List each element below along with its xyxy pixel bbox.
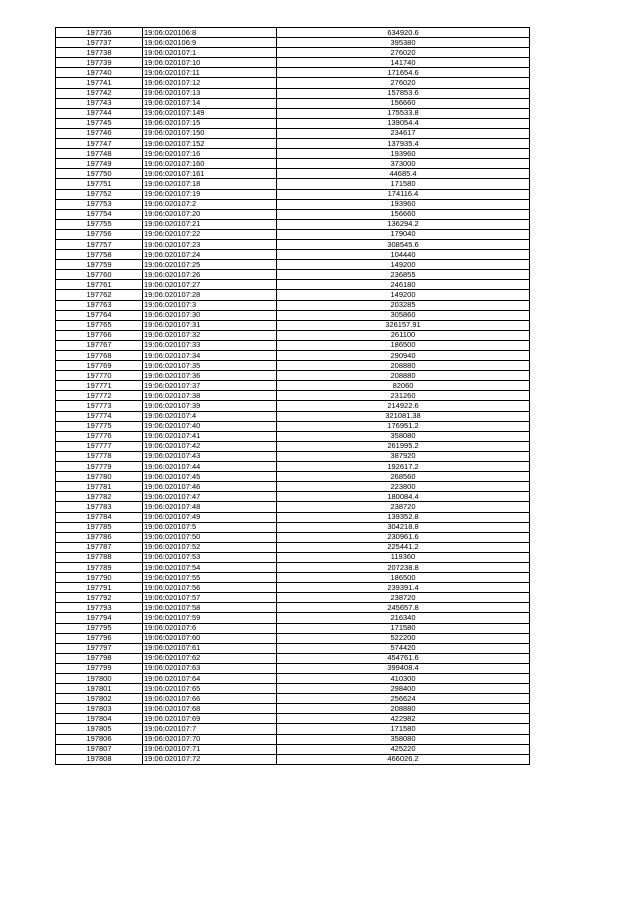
cadastral-number-cell: 19:06:020107:40 xyxy=(143,421,277,431)
cadastral-number-cell: 19:06:020107:19 xyxy=(143,189,277,199)
value-cell: 304218.8 xyxy=(277,522,530,532)
data-table xyxy=(55,27,530,765)
cadastral-number-cell: 19:06:020107:37 xyxy=(143,381,277,391)
row-number-cell: 197759 xyxy=(56,260,143,270)
table-row xyxy=(56,451,530,461)
table-row xyxy=(56,88,530,98)
row-number-cell: 197738 xyxy=(56,48,143,58)
cadastral-number-cell: 19:06:020107:46 xyxy=(143,482,277,492)
cadastral-number-cell: 19:06:020107:55 xyxy=(143,573,277,583)
cadastral-number-cell: 19:06:020107:54 xyxy=(143,562,277,572)
table-row xyxy=(56,351,530,361)
cadastral-number-cell: 19:06:020107:6 xyxy=(143,623,277,633)
table-row xyxy=(56,250,530,260)
cadastral-number-cell: 19:06:020107:28 xyxy=(143,290,277,300)
table-row xyxy=(56,522,530,532)
table-row xyxy=(56,724,530,734)
row-number-cell: 197770 xyxy=(56,371,143,381)
value-cell: 425220 xyxy=(277,744,530,754)
value-cell: 179040 xyxy=(277,229,530,239)
table-row xyxy=(56,199,530,209)
table-row xyxy=(56,411,530,421)
value-cell: 245657.8 xyxy=(277,603,530,613)
row-number-cell: 197757 xyxy=(56,239,143,249)
row-number-cell: 197807 xyxy=(56,744,143,754)
table-row xyxy=(56,492,530,502)
cadastral-number-cell: 19:06:020107:49 xyxy=(143,512,277,522)
value-cell: 208880 xyxy=(277,371,530,381)
table-row xyxy=(56,663,530,673)
row-number-cell: 197749 xyxy=(56,159,143,169)
table-row xyxy=(56,562,530,572)
cadastral-number-cell: 19:06:020107:150 xyxy=(143,128,277,138)
value-cell: 634920.6 xyxy=(277,28,530,38)
value-cell: 82060 xyxy=(277,381,530,391)
table-row xyxy=(56,623,530,633)
row-number-cell: 197775 xyxy=(56,421,143,431)
table-body xyxy=(56,28,530,765)
cadastral-number-cell: 19:06:020107:39 xyxy=(143,401,277,411)
value-cell: 410300 xyxy=(277,674,530,684)
value-cell: 399408.4 xyxy=(277,663,530,673)
cadastral-number-cell: 19:06:020107:33 xyxy=(143,340,277,350)
table-row xyxy=(56,573,530,583)
row-number-cell: 197789 xyxy=(56,562,143,572)
table-row xyxy=(56,744,530,754)
cadastral-number-cell: 19:06:020107:41 xyxy=(143,431,277,441)
table-row xyxy=(56,58,530,68)
value-cell: 139352.8 xyxy=(277,512,530,522)
table-row xyxy=(56,462,530,472)
table-row xyxy=(56,108,530,118)
table-row xyxy=(56,643,530,653)
value-cell: 203285 xyxy=(277,300,530,310)
value-cell: 44685.4 xyxy=(277,169,530,179)
value-cell: 149200 xyxy=(277,290,530,300)
cadastral-number-cell: 19:06:020107:68 xyxy=(143,704,277,714)
row-number-cell: 197762 xyxy=(56,290,143,300)
cadastral-number-cell: 19:06:020107:60 xyxy=(143,633,277,643)
value-cell: 234617 xyxy=(277,128,530,138)
cadastral-number-cell: 19:06:020107:63 xyxy=(143,663,277,673)
value-cell: 358080 xyxy=(277,431,530,441)
value-cell: 261100 xyxy=(277,330,530,340)
table-row xyxy=(56,38,530,48)
table-row xyxy=(56,219,530,229)
row-number-cell: 197800 xyxy=(56,674,143,684)
cadastral-number-cell: 19:06:020107:52 xyxy=(143,542,277,552)
cadastral-number-cell: 19:06:020107:27 xyxy=(143,280,277,290)
table-row xyxy=(56,169,530,179)
row-number-cell: 197785 xyxy=(56,522,143,532)
cadastral-number-cell: 19:06:020107:7 xyxy=(143,724,277,734)
row-number-cell: 197773 xyxy=(56,401,143,411)
table-row xyxy=(56,330,530,340)
row-number-cell: 197804 xyxy=(56,714,143,724)
table-row xyxy=(56,734,530,744)
cadastral-number-cell: 19:06:020107:14 xyxy=(143,98,277,108)
cadastral-number-cell: 19:06:020107:36 xyxy=(143,371,277,381)
row-number-cell: 197806 xyxy=(56,734,143,744)
value-cell: 207238.8 xyxy=(277,562,530,572)
value-cell: 230961.6 xyxy=(277,532,530,542)
value-cell: 192617.2 xyxy=(277,462,530,472)
table-row xyxy=(56,189,530,199)
cadastral-number-cell: 19:06:020107:56 xyxy=(143,583,277,593)
row-number-cell: 197772 xyxy=(56,391,143,401)
row-number-cell: 197764 xyxy=(56,310,143,320)
cadastral-number-cell: 19:06:020106:9 xyxy=(143,38,277,48)
cadastral-number-cell: 19:06:020107:15 xyxy=(143,118,277,128)
table-row xyxy=(56,270,530,280)
row-number-cell: 197750 xyxy=(56,169,143,179)
table-row xyxy=(56,68,530,78)
table-row xyxy=(56,371,530,381)
value-cell: 208880 xyxy=(277,361,530,371)
value-cell: 358080 xyxy=(277,734,530,744)
cadastral-number-cell: 19:06:020107:62 xyxy=(143,653,277,663)
cadastral-number-cell: 19:06:020107:45 xyxy=(143,472,277,482)
row-number-cell: 197787 xyxy=(56,542,143,552)
cadastral-number-cell: 19:06:020107:22 xyxy=(143,229,277,239)
table-row xyxy=(56,401,530,411)
row-number-cell: 197745 xyxy=(56,118,143,128)
row-number-cell: 197778 xyxy=(56,451,143,461)
row-number-cell: 197798 xyxy=(56,653,143,663)
table-row xyxy=(56,593,530,603)
row-number-cell: 197741 xyxy=(56,78,143,88)
value-cell: 141740 xyxy=(277,58,530,68)
value-cell: 238720 xyxy=(277,593,530,603)
row-number-cell: 197743 xyxy=(56,98,143,108)
value-cell: 216340 xyxy=(277,613,530,623)
table-row xyxy=(56,421,530,431)
cadastral-number-cell: 19:06:020107:152 xyxy=(143,139,277,149)
value-cell: 239391.4 xyxy=(277,583,530,593)
value-cell: 236855 xyxy=(277,270,530,280)
table-row xyxy=(56,159,530,169)
value-cell: 137935.4 xyxy=(277,139,530,149)
value-cell: 225441.2 xyxy=(277,542,530,552)
value-cell: 180084.4 xyxy=(277,492,530,502)
row-number-cell: 197790 xyxy=(56,573,143,583)
row-number-cell: 197752 xyxy=(56,189,143,199)
row-number-cell: 197791 xyxy=(56,583,143,593)
row-number-cell: 197746 xyxy=(56,128,143,138)
row-number-cell: 197788 xyxy=(56,552,143,562)
table-row xyxy=(56,391,530,401)
table-row xyxy=(56,340,530,350)
cadastral-number-cell: 19:06:020107:48 xyxy=(143,502,277,512)
table-row xyxy=(56,694,530,704)
value-cell: 186500 xyxy=(277,573,530,583)
row-number-cell: 197736 xyxy=(56,28,143,38)
row-number-cell: 197747 xyxy=(56,139,143,149)
value-cell: 104440 xyxy=(277,250,530,260)
value-cell: 156660 xyxy=(277,209,530,219)
row-number-cell: 197805 xyxy=(56,724,143,734)
table-row xyxy=(56,754,530,764)
table-row xyxy=(56,512,530,522)
cadastral-number-cell: 19:06:020107:70 xyxy=(143,734,277,744)
table-row xyxy=(56,613,530,623)
value-cell: 193960 xyxy=(277,199,530,209)
cadastral-number-cell: 19:06:020107:57 xyxy=(143,593,277,603)
value-cell: 308545.6 xyxy=(277,239,530,249)
cadastral-number-cell: 19:06:020107:71 xyxy=(143,744,277,754)
value-cell: 268560 xyxy=(277,472,530,482)
value-cell: 171654.6 xyxy=(277,68,530,78)
row-number-cell: 197784 xyxy=(56,512,143,522)
value-cell: 305860 xyxy=(277,310,530,320)
table-row xyxy=(56,78,530,88)
value-cell: 246180 xyxy=(277,280,530,290)
table-row xyxy=(56,603,530,613)
table-row xyxy=(56,179,530,189)
cadastral-number-cell: 19:06:020107:3 xyxy=(143,300,277,310)
table-row xyxy=(56,118,530,128)
value-cell: 276020 xyxy=(277,78,530,88)
value-cell: 174116.4 xyxy=(277,189,530,199)
table-row xyxy=(56,714,530,724)
row-number-cell: 197802 xyxy=(56,694,143,704)
table-row xyxy=(56,310,530,320)
table-row xyxy=(56,583,530,593)
cadastral-number-cell: 19:06:020107:1 xyxy=(143,48,277,58)
cadastral-number-cell: 19:06:020107:69 xyxy=(143,714,277,724)
row-number-cell: 197793 xyxy=(56,603,143,613)
row-number-cell: 197761 xyxy=(56,280,143,290)
row-number-cell: 197763 xyxy=(56,300,143,310)
table-row xyxy=(56,684,530,694)
cadastral-number-cell: 19:06:020107:31 xyxy=(143,320,277,330)
table-row xyxy=(56,361,530,371)
value-cell: 321081.38 xyxy=(277,411,530,421)
table-row xyxy=(56,139,530,149)
cadastral-number-cell: 19:06:020107:42 xyxy=(143,441,277,451)
row-number-cell: 197803 xyxy=(56,704,143,714)
row-number-cell: 197740 xyxy=(56,68,143,78)
table-row xyxy=(56,441,530,451)
table-row xyxy=(56,48,530,58)
row-number-cell: 197794 xyxy=(56,613,143,623)
row-number-cell: 197799 xyxy=(56,663,143,673)
cadastral-number-cell: 19:06:020107:35 xyxy=(143,361,277,371)
cadastral-number-cell: 19:06:020107:26 xyxy=(143,270,277,280)
value-cell: 214922.6 xyxy=(277,401,530,411)
cadastral-number-cell: 19:06:020107:44 xyxy=(143,462,277,472)
row-number-cell: 197779 xyxy=(56,462,143,472)
value-cell: 156660 xyxy=(277,98,530,108)
table-row xyxy=(56,381,530,391)
cadastral-number-cell: 19:06:020107:11 xyxy=(143,68,277,78)
row-number-cell: 197758 xyxy=(56,250,143,260)
value-cell: 149200 xyxy=(277,260,530,270)
value-cell: 454761.6 xyxy=(277,653,530,663)
value-cell: 171580 xyxy=(277,179,530,189)
cadastral-number-cell: 19:06:020107:10 xyxy=(143,58,277,68)
cadastral-number-cell: 19:06:020107:2 xyxy=(143,199,277,209)
value-cell: 261995.2 xyxy=(277,441,530,451)
row-number-cell: 197782 xyxy=(56,492,143,502)
cadastral-number-cell: 19:06:020107:160 xyxy=(143,159,277,169)
table-row xyxy=(56,633,530,643)
cadastral-number-cell: 19:06:020107:64 xyxy=(143,674,277,684)
row-number-cell: 197754 xyxy=(56,209,143,219)
table-row xyxy=(56,674,530,684)
value-cell: 373000 xyxy=(277,159,530,169)
value-cell: 290940 xyxy=(277,351,530,361)
table-row xyxy=(56,98,530,108)
cadastral-number-cell: 19:06:020107:24 xyxy=(143,250,277,260)
cadastral-number-cell: 19:06:020107:66 xyxy=(143,694,277,704)
row-number-cell: 197771 xyxy=(56,381,143,391)
row-number-cell: 197808 xyxy=(56,754,143,764)
cadastral-number-cell: 19:06:020107:5 xyxy=(143,522,277,532)
cadastral-number-cell: 19:06:020107:21 xyxy=(143,219,277,229)
table-row xyxy=(56,472,530,482)
row-number-cell: 197797 xyxy=(56,643,143,653)
row-number-cell: 197751 xyxy=(56,179,143,189)
row-number-cell: 197777 xyxy=(56,441,143,451)
cadastral-number-cell: 19:06:020107:59 xyxy=(143,613,277,623)
value-cell: 176951.2 xyxy=(277,421,530,431)
table-row xyxy=(56,482,530,492)
cadastral-number-cell: 19:06:020107:61 xyxy=(143,643,277,653)
value-cell: 139054.4 xyxy=(277,118,530,128)
cadastral-number-cell: 19:06:020107:30 xyxy=(143,310,277,320)
value-cell: 193960 xyxy=(277,149,530,159)
value-cell: 171580 xyxy=(277,623,530,633)
row-number-cell: 197796 xyxy=(56,633,143,643)
table-row xyxy=(56,149,530,159)
row-number-cell: 197737 xyxy=(56,38,143,48)
row-number-cell: 197742 xyxy=(56,88,143,98)
value-cell: 186500 xyxy=(277,340,530,350)
cadastral-number-cell: 19:06:020107:72 xyxy=(143,754,277,764)
row-number-cell: 197739 xyxy=(56,58,143,68)
table-row xyxy=(56,239,530,249)
value-cell: 574420 xyxy=(277,643,530,653)
row-number-cell: 197774 xyxy=(56,411,143,421)
cadastral-number-cell: 19:06:020107:13 xyxy=(143,88,277,98)
row-number-cell: 197801 xyxy=(56,684,143,694)
cadastral-number-cell: 19:06:020107:161 xyxy=(143,169,277,179)
table-row xyxy=(56,653,530,663)
value-cell: 136294.2 xyxy=(277,219,530,229)
value-cell: 387920 xyxy=(277,451,530,461)
row-number-cell: 197795 xyxy=(56,623,143,633)
value-cell: 157853.6 xyxy=(277,88,530,98)
table-row xyxy=(56,532,530,542)
row-number-cell: 197783 xyxy=(56,502,143,512)
cadastral-number-cell: 19:06:020107:20 xyxy=(143,209,277,219)
value-cell: 422982 xyxy=(277,714,530,724)
value-cell: 276020 xyxy=(277,48,530,58)
value-cell: 238720 xyxy=(277,502,530,512)
table-row xyxy=(56,260,530,270)
value-cell: 223800 xyxy=(277,482,530,492)
cadastral-number-cell: 19:06:020107:58 xyxy=(143,603,277,613)
table-row xyxy=(56,229,530,239)
value-cell: 466026.2 xyxy=(277,754,530,764)
value-cell: 522200 xyxy=(277,633,530,643)
table-row xyxy=(56,280,530,290)
cadastral-number-cell: 19:06:020107:43 xyxy=(143,451,277,461)
row-number-cell: 197755 xyxy=(56,219,143,229)
row-number-cell: 197768 xyxy=(56,351,143,361)
cadastral-number-cell: 19:06:020107:18 xyxy=(143,179,277,189)
value-cell: 119360 xyxy=(277,552,530,562)
table-row xyxy=(56,128,530,138)
row-number-cell: 197786 xyxy=(56,532,143,542)
cadastral-number-cell: 19:06:020107:25 xyxy=(143,260,277,270)
cadastral-number-cell: 19:06:020107:16 xyxy=(143,149,277,159)
table-row xyxy=(56,542,530,552)
cadastral-number-cell: 19:06:020107:12 xyxy=(143,78,277,88)
table-row xyxy=(56,28,530,38)
row-number-cell: 197769 xyxy=(56,361,143,371)
table-row xyxy=(56,290,530,300)
cadastral-number-cell: 19:06:020107:50 xyxy=(143,532,277,542)
cadastral-number-cell: 19:06:020107:47 xyxy=(143,492,277,502)
row-number-cell: 197767 xyxy=(56,340,143,350)
row-number-cell: 197760 xyxy=(56,270,143,280)
row-number-cell: 197765 xyxy=(56,320,143,330)
cadastral-number-cell: 19:06:020107:38 xyxy=(143,391,277,401)
cadastral-number-cell: 19:06:020107:32 xyxy=(143,330,277,340)
cadastral-number-cell: 19:06:020107:4 xyxy=(143,411,277,421)
table-row xyxy=(56,502,530,512)
row-number-cell: 197780 xyxy=(56,472,143,482)
cadastral-number-cell: 19:06:020107:34 xyxy=(143,351,277,361)
table-row xyxy=(56,704,530,714)
row-number-cell: 197776 xyxy=(56,431,143,441)
table-row xyxy=(56,300,530,310)
value-cell: 231260 xyxy=(277,391,530,401)
table-row xyxy=(56,431,530,441)
value-cell: 395380 xyxy=(277,38,530,48)
row-number-cell: 197748 xyxy=(56,149,143,159)
cadastral-number-cell: 19:06:020107:149 xyxy=(143,108,277,118)
row-number-cell: 197744 xyxy=(56,108,143,118)
value-cell: 171580 xyxy=(277,724,530,734)
row-number-cell: 197753 xyxy=(56,199,143,209)
cadastral-number-cell: 19:06:020107:53 xyxy=(143,552,277,562)
table-row xyxy=(56,552,530,562)
cadastral-number-cell: 19:06:020107:65 xyxy=(143,684,277,694)
value-cell: 256624 xyxy=(277,694,530,704)
row-number-cell: 197792 xyxy=(56,593,143,603)
table-row xyxy=(56,320,530,330)
value-cell: 326157.91 xyxy=(277,320,530,330)
table-row xyxy=(56,209,530,219)
cadastral-number-cell: 19:06:020107:23 xyxy=(143,239,277,249)
value-cell: 175533.8 xyxy=(277,108,530,118)
cadastral-number-cell: 19:06:020106:8 xyxy=(143,28,277,38)
row-number-cell: 197766 xyxy=(56,330,143,340)
row-number-cell: 197781 xyxy=(56,482,143,492)
row-number-cell: 197756 xyxy=(56,229,143,239)
value-cell: 298400 xyxy=(277,684,530,694)
value-cell: 208880 xyxy=(277,704,530,714)
